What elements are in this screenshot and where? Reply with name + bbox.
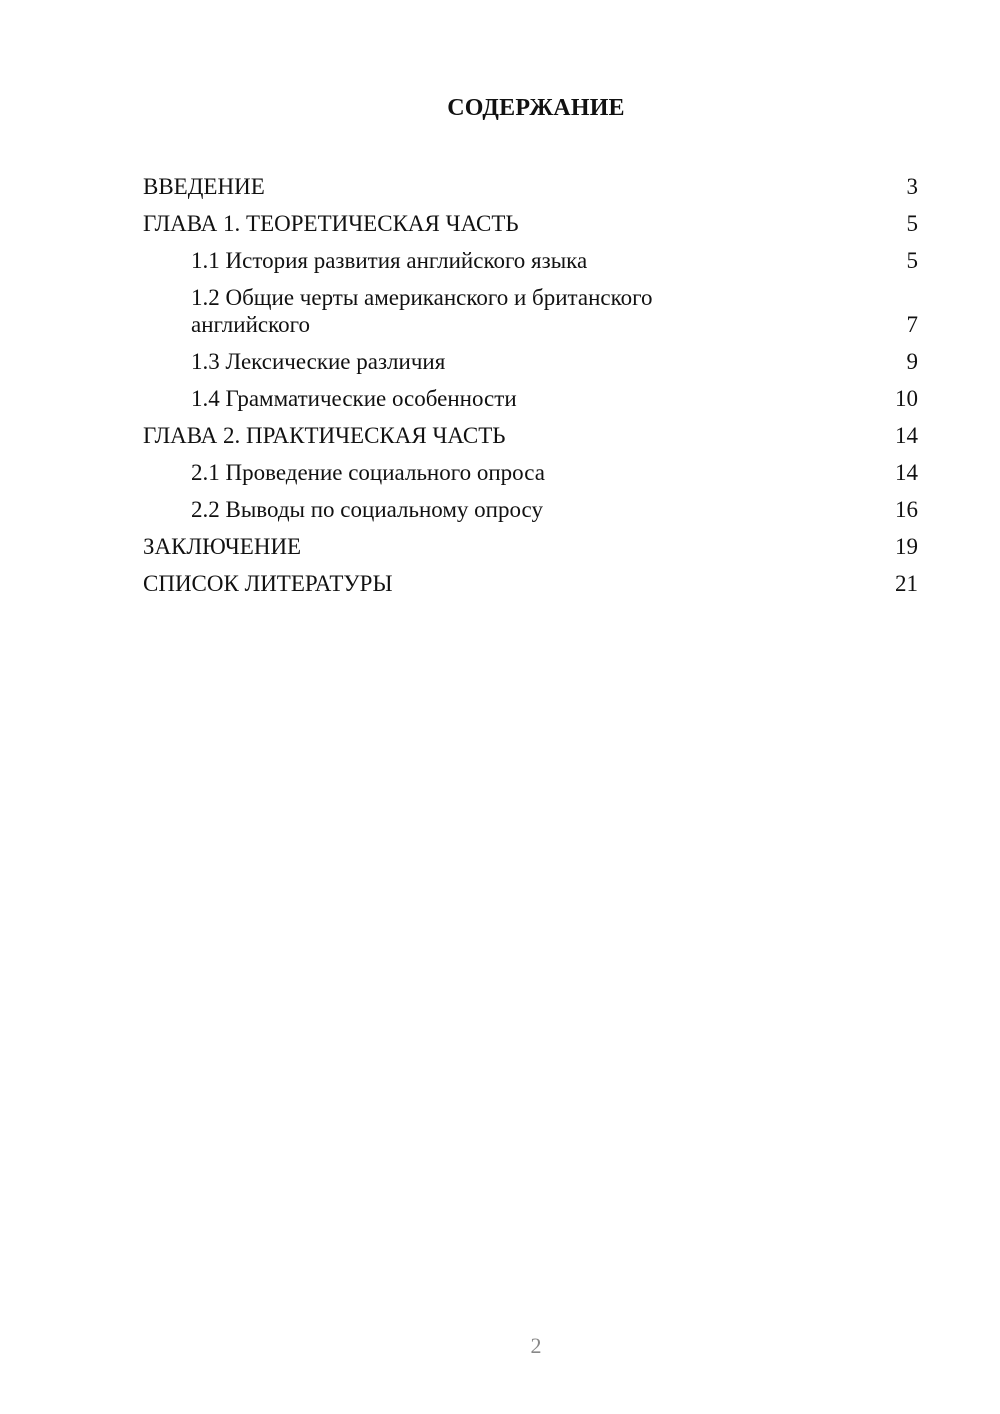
toc-entry-section-2-1 [143,454,918,491]
toc-entry-label: ГЛАВА 1. ТЕОРЕТИЧЕСКАЯ ЧАСТЬ [143,211,519,236]
page-number: 2 [530,1333,542,1358]
toc-entry-label: 1.1 История развития английского языка [191,248,588,273]
toc-entry-label: 1.4 Грамматические особенности [191,386,517,411]
toc-entry-conclusion [143,528,918,565]
toc-entry-section-1-1 [143,242,918,279]
toc-entry-page: 19 [895,534,918,559]
toc-entry-page: 14 [895,423,918,448]
toc-entry-page: 3 [906,174,918,199]
toc-entry-page: 10 [895,386,918,411]
toc-entry-label: 2.1 Проведение социального опроса [191,460,545,485]
toc-entry-section-2-2 [143,491,918,528]
toc-entry-label: 1.2 Общие черты американского и британского английского [191,285,653,337]
toc-entry-page: 14 [895,460,918,485]
toc-entry-page: 21 [895,571,918,596]
page-title: СОДЕРЖАНИЕ [447,95,625,121]
toc-entry-chapter-1 [143,205,918,242]
toc-entry-label: ВВЕДЕНИЕ [143,174,265,199]
toc-entry-page: 16 [895,497,918,522]
toc-entry-page: 5 [906,248,918,273]
toc-entry-label: ГЛАВА 2. ПРАКТИЧЕСКАЯ ЧАСТЬ [143,423,506,448]
toc-entry-page: 7 [906,312,918,337]
toc-entry-section-1-4 [143,380,918,417]
table-of-contents [143,168,918,602]
toc-entry-section-1-3 [143,343,918,380]
toc-entry-label: 1.3 Лексические различия [191,349,446,374]
toc-entry-page: 9 [906,349,918,374]
toc-entry-section-1-2 [143,279,918,343]
toc-entry-chapter-2 [143,417,918,454]
toc-entry-label: ЗАКЛЮЧЕНИЕ [143,534,302,559]
toc-entry-label: СПИСОК ЛИТЕРАТУРЫ [143,571,393,596]
toc-entry-references [143,565,918,602]
toc-entry-page: 5 [906,211,918,236]
toc-entry-introduction [143,168,918,205]
toc-entry-label: 2.2 Выводы по социальному опросу [191,497,543,522]
